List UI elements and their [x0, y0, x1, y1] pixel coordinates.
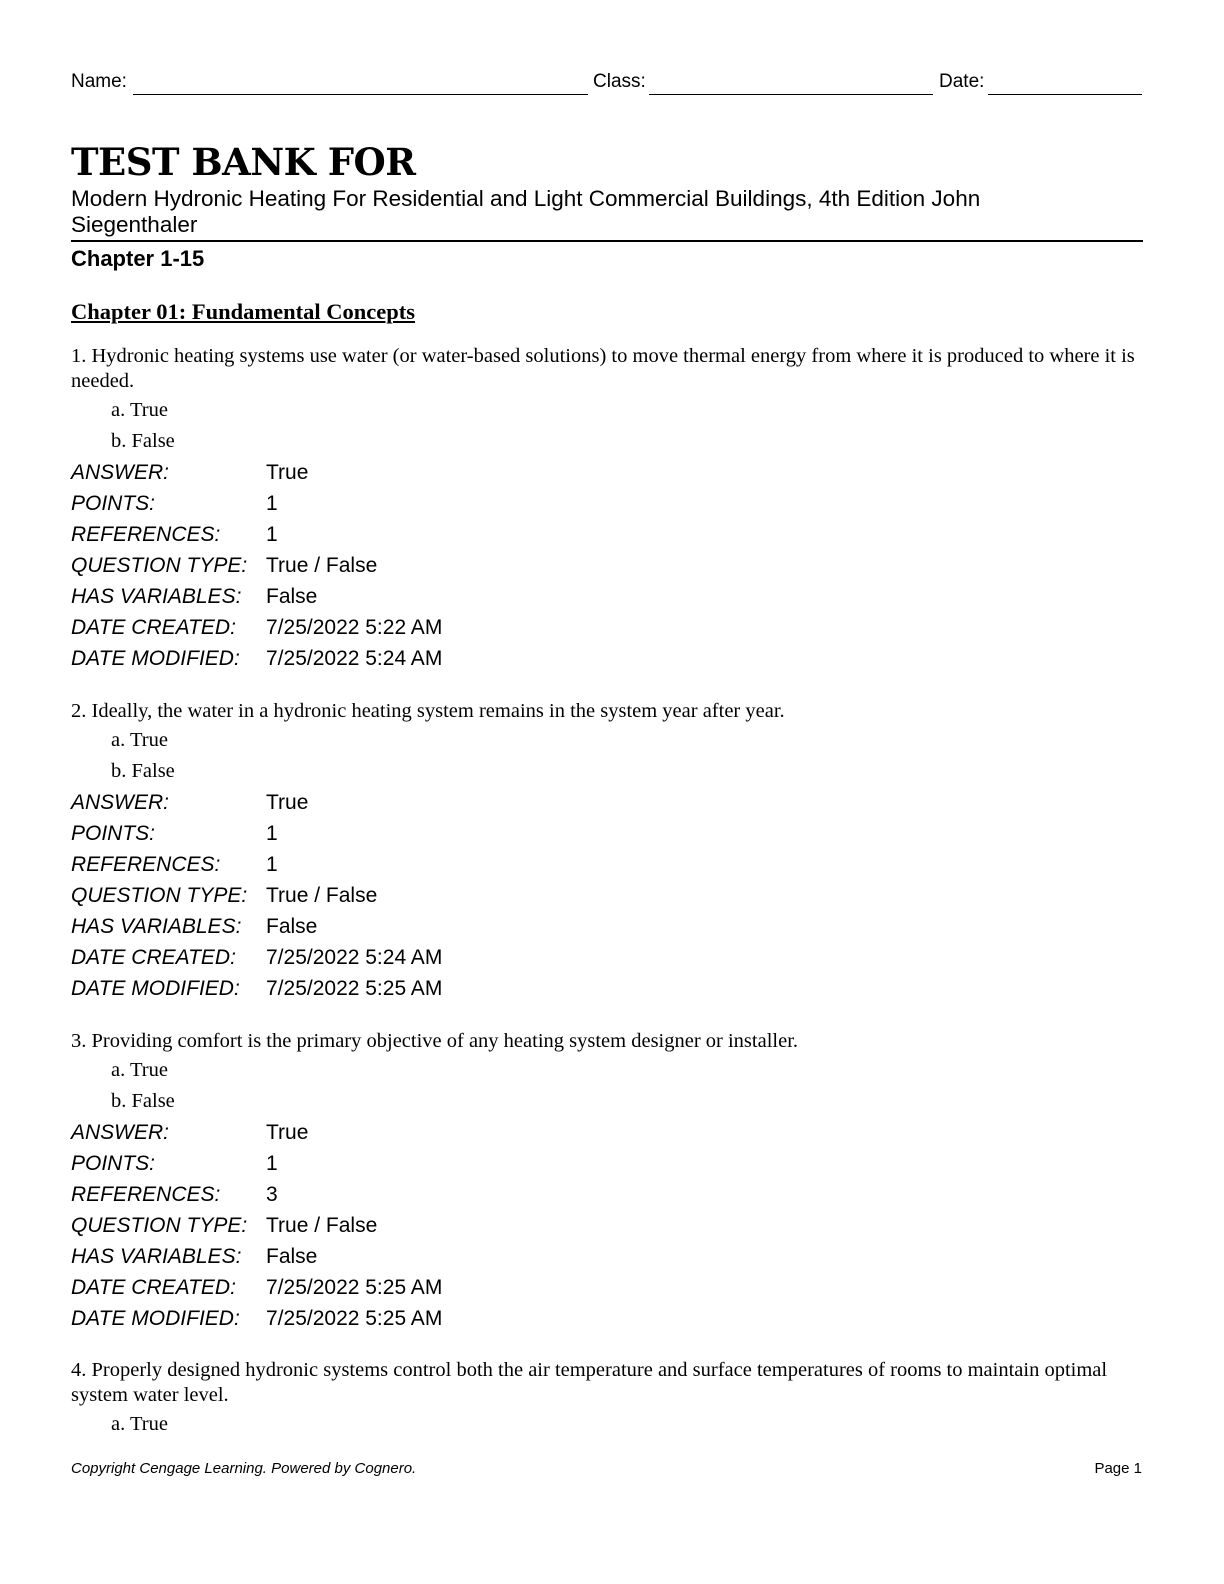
- question-text: 1. Hydronic heating systems use water (or water-based solutions) to move thermal energy from where it is produced to where it is needed.: [71, 345, 1135, 392]
- question-metadata: [71, 1117, 1143, 1334]
- points-value: 1: [266, 492, 278, 515]
- answer-label: ANSWER:: [71, 461, 170, 484]
- date-modified-row: [71, 973, 1143, 1004]
- points-value: 1: [266, 1152, 278, 1175]
- date-modified-label: DATE MODIFIED:: [71, 977, 240, 1000]
- date-created-row: [71, 1272, 1143, 1303]
- question-2: [71, 699, 1143, 1004]
- question-type-label: QUESTION TYPE:: [71, 884, 248, 907]
- has-variables-row: [71, 581, 1143, 612]
- points-label: POINTS:: [71, 822, 156, 845]
- question-text: 3. Providing comfort is the primary objective of any heating system designer or installer.: [71, 1030, 799, 1052]
- date-created-value: 7/25/2022 5:25 AM: [266, 1276, 443, 1299]
- footer-page-number: Page 1: [1094, 1460, 1142, 1477]
- option-a: a. True: [111, 729, 168, 751]
- question-metadata: [71, 457, 1143, 674]
- has-variables-value: False: [266, 585, 318, 608]
- question-type-row: [71, 550, 1143, 581]
- chapter-range: Chapter 1-15: [71, 246, 205, 271]
- answer-label: ANSWER:: [71, 1121, 170, 1144]
- answer-row: [71, 457, 1143, 488]
- date-created-value: 7/25/2022 5:24 AM: [266, 946, 443, 969]
- date-modified-label: DATE MODIFIED:: [71, 1307, 240, 1330]
- answer-value: True: [266, 1121, 309, 1144]
- footer-copyright: Copyright Cengage Learning. Powered by Cognero.: [71, 1460, 417, 1477]
- references-value: 1: [266, 853, 278, 876]
- chapter-heading: Chapter 01: Fundamental Concepts: [71, 299, 415, 324]
- option-a: a. True: [111, 399, 168, 421]
- option-b: b. False: [111, 430, 175, 452]
- option-a: a. True: [111, 1059, 168, 1081]
- date-created-label: DATE CREATED:: [71, 946, 236, 969]
- date-created-value: 7/25/2022 5:22 AM: [266, 616, 443, 639]
- student-info-header: [71, 71, 1142, 97]
- question-1: [71, 344, 1143, 674]
- references-label: REFERENCES:: [71, 1183, 221, 1206]
- date-created-row: [71, 942, 1143, 973]
- question-type-value: True / False: [266, 554, 378, 577]
- has-variables-row: [71, 911, 1143, 942]
- references-label: REFERENCES:: [71, 523, 221, 546]
- date-modified-label: DATE MODIFIED:: [71, 647, 240, 670]
- references-value: 1: [266, 523, 278, 546]
- date-label: Date:: [939, 71, 985, 92]
- option-b: b. False: [111, 1090, 175, 1112]
- test-bank-title: TEST BANK FOR: [71, 140, 416, 184]
- date-modified-row: [71, 1303, 1143, 1334]
- option-a: a. True: [111, 1413, 168, 1435]
- date-modified-value: 7/25/2022 5:25 AM: [266, 977, 443, 1000]
- question-type-label: QUESTION TYPE:: [71, 554, 248, 577]
- book-title: Modern Hydronic Heating For Residential and Light Commercial Buildings, 4th Edition John Siegenthaler: [71, 186, 981, 237]
- has-variables-label: HAS VARIABLES:: [71, 915, 242, 938]
- date-created-label: DATE CREATED:: [71, 1276, 236, 1299]
- has-variables-row: [71, 1241, 1143, 1272]
- question-type-row: [71, 880, 1143, 911]
- references-label: REFERENCES:: [71, 853, 221, 876]
- date-created-label: DATE CREATED:: [71, 616, 236, 639]
- answer-value: True: [266, 791, 309, 814]
- answer-label: ANSWER:: [71, 791, 170, 814]
- question-type-row: [71, 1210, 1143, 1241]
- date-blank-line: [988, 94, 1142, 95]
- question-text: 2. Ideally, the water in a hydronic heating system remains in the system year after year.: [71, 700, 785, 722]
- date-modified-row: [71, 643, 1143, 674]
- points-label: POINTS:: [71, 492, 156, 515]
- option-b: b. False: [111, 760, 175, 782]
- class-label: Class:: [593, 71, 646, 92]
- has-variables-label: HAS VARIABLES:: [71, 585, 242, 608]
- question-type-value: True / False: [266, 1214, 378, 1237]
- has-variables-label: HAS VARIABLES:: [71, 1245, 242, 1268]
- date-modified-value: 7/25/2022 5:25 AM: [266, 1307, 443, 1330]
- references-row: [71, 519, 1143, 550]
- question-3: [71, 1029, 1143, 1334]
- question-type-value: True / False: [266, 884, 378, 907]
- question-type-label: QUESTION TYPE:: [71, 1214, 248, 1237]
- class-blank-line: [649, 94, 933, 95]
- name-blank-line: [133, 94, 588, 95]
- answer-row: [71, 787, 1143, 818]
- question-4: [71, 1358, 1143, 1440]
- title-divider: [71, 240, 1143, 242]
- points-row: [71, 818, 1143, 849]
- answer-row: [71, 1117, 1143, 1148]
- question-text: 4. Properly designed hydronic systems control both the air temperature and surface temperatures of rooms to maintain optimal system water level.: [71, 1359, 1108, 1406]
- date-modified-value: 7/25/2022 5:24 AM: [266, 647, 443, 670]
- has-variables-value: False: [266, 915, 318, 938]
- points-row: [71, 488, 1143, 519]
- references-row: [71, 849, 1143, 880]
- points-label: POINTS:: [71, 1152, 156, 1175]
- references-row: [71, 1179, 1143, 1210]
- has-variables-value: False: [266, 1245, 318, 1268]
- date-created-row: [71, 612, 1143, 643]
- answer-value: True: [266, 461, 309, 484]
- name-label: Name:: [71, 71, 127, 92]
- references-value: 3: [266, 1183, 278, 1206]
- points-value: 1: [266, 822, 278, 845]
- question-metadata: [71, 787, 1143, 1004]
- points-row: [71, 1148, 1143, 1179]
